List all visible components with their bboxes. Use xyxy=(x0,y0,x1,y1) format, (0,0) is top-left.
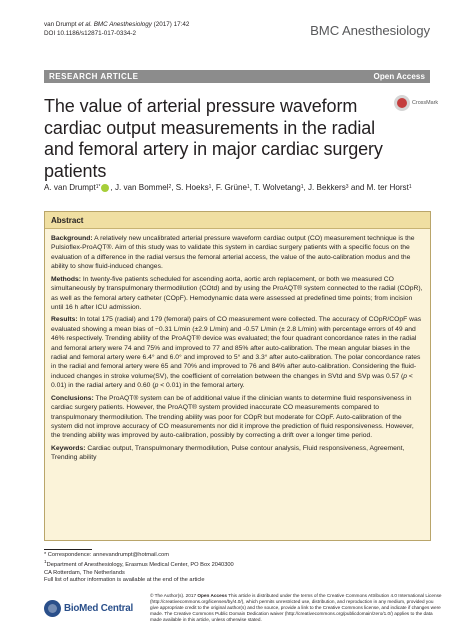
background-text: A relatively new uncalibrated arterial pressure waveform cardiac output (CO) measurement technique is the Pulsioflex-ProAQT®. Aim of this study was to validate this system in cardiac surgery patients with a specific focus on the evaluation of a difference in the radial versus the femoral arterial access, the value of the auto-calibration modus and the ability to show fluid-induced changes. xyxy=(51,235,415,271)
methods-label: Methods: xyxy=(51,275,81,283)
abstract-background xyxy=(51,234,424,272)
results-text: In total 175 (radial) and 179 (femoral) pairs of CO measurement were collected. The accuracy of COpR/COpF was evaluated showing a mean bias of −0.31 L/min (±2.9 L/min) and -0.57 L/min (± 2.8 L/min) with percentage errors of 49 and 46% respectively. Trending ability of the ProAQT® device was evaluated; the four quadrant concordance rates in the radial and femoral artery were 74 and 75% and improved to 77 and 85% after auto-calibration. The mean angular biases in the radial and femoral artery were 6.4° and 6.0° and improved to 5° and 3.3° after auto-calibration. The polar concordance rates in the radial and femoral artery were 65 and 70% and improved to 76 and 84% after auto-calibration. Considering the fluid-induced changes in stroke volume(SV), the coefficient of correlation between the changes in SVtd and SVp was 0.57 ( xyxy=(51,316,422,380)
author-affiliation: 1 xyxy=(208,184,212,190)
abstract-methods xyxy=(51,275,424,313)
methods-text: In twenty-five patients scheduled for ascending aorta, aortic arch replacement, or both we measured CO simultaneously by transpulmonary thermodilution (COtd) and by using the ProAQT® system connected to the radial (COpR), as well as the femoral artery catheter (COpF). Hemodynamic data were assessed at predefined time points; from incision until 16 h after ICU admission. xyxy=(51,275,423,311)
citation-header xyxy=(44,21,189,38)
correspondence: * Correspondence: annevandrumpt@hotmail.com xyxy=(44,552,169,558)
author-affiliation: 1 xyxy=(246,184,250,190)
footnotes xyxy=(44,549,304,585)
author-info-note: Full list of author information is available at the end of the article xyxy=(44,577,205,584)
license-year: © The Author(s). 2017 xyxy=(150,593,198,598)
results-label: Results: xyxy=(51,316,78,324)
license-text xyxy=(150,593,442,623)
results-text-mid: < 0.01) in the radial artery and 0.60 ( xyxy=(51,372,413,390)
crossmark-badge[interactable] xyxy=(394,93,440,115)
author[interactable]: , S. Hoeks xyxy=(171,183,209,192)
author[interactable]: , F. Grüne xyxy=(211,183,247,192)
author-affiliation: 1* xyxy=(95,184,101,190)
orcid-icon[interactable] xyxy=(101,184,109,192)
publisher-name: BioMed Central xyxy=(64,602,134,614)
article-banner xyxy=(44,70,430,83)
affiliation xyxy=(44,559,304,569)
conclusions-text: The ProAQT® system can be of additional value if the clinician wants to determine fluid responsiveness in cardiac surgery patients. However, the ProAQT® system provided inaccurate CO measurements compared to transpulmonary thermodilution. The trending ability was poor for COpR but moderate for COpF. Auto-calibration of the system did not improve accuracy of CO measurements nor did it improve the prediction of fluid responsiveness. However, the trending ability was improved by auto-calibration, possibly by correcting a drift over a longer time period. xyxy=(51,394,414,440)
author-list xyxy=(44,183,444,193)
affiliation-line-1: Department of Anesthesiology, Erasmus Medical Center, PO Box 2040300 xyxy=(46,562,234,569)
keywords-label: Keywords: xyxy=(51,444,86,452)
abstract-body xyxy=(45,229,430,463)
author-affiliation: 2 xyxy=(168,184,172,190)
open-access-label: Open Access xyxy=(373,72,425,81)
crossmark-label: CrossMark xyxy=(412,100,439,106)
author-affiliation: 1 xyxy=(408,184,412,190)
author[interactable]: , J. van Bommel xyxy=(110,183,169,192)
author[interactable]: A. van Drumpt xyxy=(44,183,96,192)
publisher-logo[interactable] xyxy=(44,597,134,619)
footnote-rule xyxy=(44,549,92,550)
abstract-results xyxy=(51,315,424,390)
abstract-conclusions xyxy=(51,394,424,441)
abstract-keywords xyxy=(51,444,424,463)
journal-name: BMC Anesthesiology xyxy=(310,23,430,38)
author-affiliation: 1 xyxy=(300,184,304,190)
affiliation-line-2: CA Rotterdam, The Netherlands xyxy=(44,569,125,576)
citation-line xyxy=(44,21,189,30)
biomed-central-logo-icon xyxy=(44,600,61,617)
results-text-end: < 0.01) in the femoral artery. xyxy=(158,382,245,390)
author[interactable]: , J. Bekkers xyxy=(303,183,346,192)
crossmark-icon xyxy=(394,95,410,111)
cite-volume: (2017) 17:42 xyxy=(151,21,190,28)
author[interactable]: and M. ter Horst xyxy=(348,183,409,192)
abstract-heading: Abstract xyxy=(45,212,430,229)
abstract-box xyxy=(44,211,431,541)
conclusions-label: Conclusions: xyxy=(51,394,94,402)
p-value-symbol: p xyxy=(154,382,159,390)
doi: DOI 10.1186/s12871-017-0334-2 xyxy=(44,29,136,37)
article-title: The value of arterial pressure waveform cardiac output measurements in the radial and femoral artery in major cardiac surgery patients xyxy=(44,96,383,181)
author[interactable]: , T. Wolvetang xyxy=(249,183,301,192)
cite-authors: van Drumpt xyxy=(44,21,77,28)
license-oa: Open Access xyxy=(197,593,227,598)
author-affiliation: 3 xyxy=(345,184,349,190)
cite-journal: et al. BMC Anesthesiology xyxy=(76,21,152,28)
keywords-text: Cardiac output, Transpulmonary thermodilution, Pulse contour analysis, Fluid responsiveness, Agreement, Trending ability xyxy=(51,444,405,462)
article-type: RESEARCH ARTICLE xyxy=(49,72,139,81)
p-value-symbol: p xyxy=(403,372,407,380)
affiliation-marker: 1 xyxy=(44,560,47,566)
background-label: Background: xyxy=(51,235,93,242)
license-body: This article is distributed under the terms of the Creative Commons Attribution 4.0 International License (http://creativecommons.org/licenses/by/4.0/), which permits unrestricted use, distribution, and reproduction in any medium, provided you give appropriate credit to the original author(s) and the source, provide a link to the Creative Commons license, and indicate if changes were made. The Creative Commons Public Domain Dedication waiver (http://creativecommons.org/publicdomain/zero/1.0/) applies to the data made available in this article, unless otherwise stated. xyxy=(150,593,442,622)
